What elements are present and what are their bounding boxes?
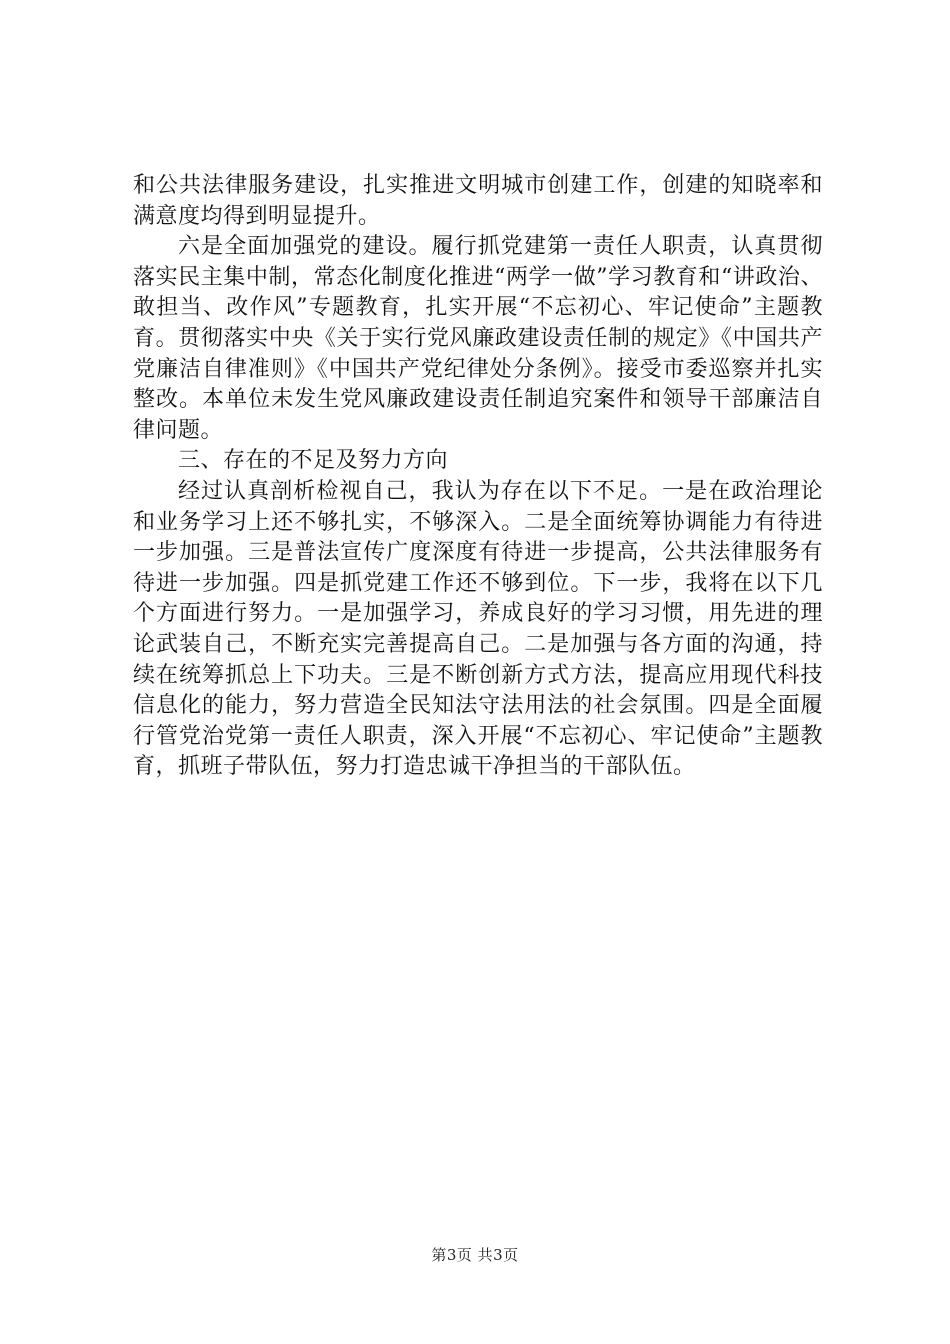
page-number: 第3页 共3页: [431, 1246, 519, 1264]
continuation-paragraph: 和公共法律服务建设，扎实推进文明城市创建工作，创建的知晓率和满意度均得到明显提升。: [133, 173, 823, 229]
party-building-paragraph: 六是全面加强党的建设。履行抓党建第一责任人职责，认真贯彻落实民主集中制，常态化制度化推进“两学一做”学习教育和“讲政治、敢担当、改作风”专题教育，扎实开展“不忘初心、牢记使命”主题教育。贯彻落实中央《关于实行党风廉政建设责任制的规定》《中国共产党廉洁自律准则》《中国共产党纪律处分条例》。接受市委巡察并扎实整改。本单位未发生党风廉政建设责任制追究案件和领导干部廉洁自律问题。: [133, 234, 823, 443]
shortcomings-paragraph: 经过认真剖析检视自己，我认为存在以下不足。一是在政治理论和业务学习上还不够扎实，不够深入。二是全面统筹协调能力有待进一步加强。三是普法宣传广度深度有待进一步提高，公共法律服务有待进一步加强。四是抓党建工作还不够到位。下一步，我将在以下几个方面进行努力。一是加强学习，养成良好的学习习惯，用先进的理论武装自己，不断充实完善提高自己。二是加强与各方面的沟通，持续在统筹抓总上下功夫。三是不断创新方式方法，提高应用现代科技信息化的能力，努力营造全民知法守法用法的社会氛围。四是全面履行管党治党第一责任人职责，深入开展“不忘初心、牢记使命”主题教育，抓班子带队伍，努力打造忠诚干净担当的干部队伍。: [133, 478, 823, 780]
document-body: [133, 171, 823, 783]
section-heading: 三、存在的不足及努力方向: [178, 448, 449, 474]
